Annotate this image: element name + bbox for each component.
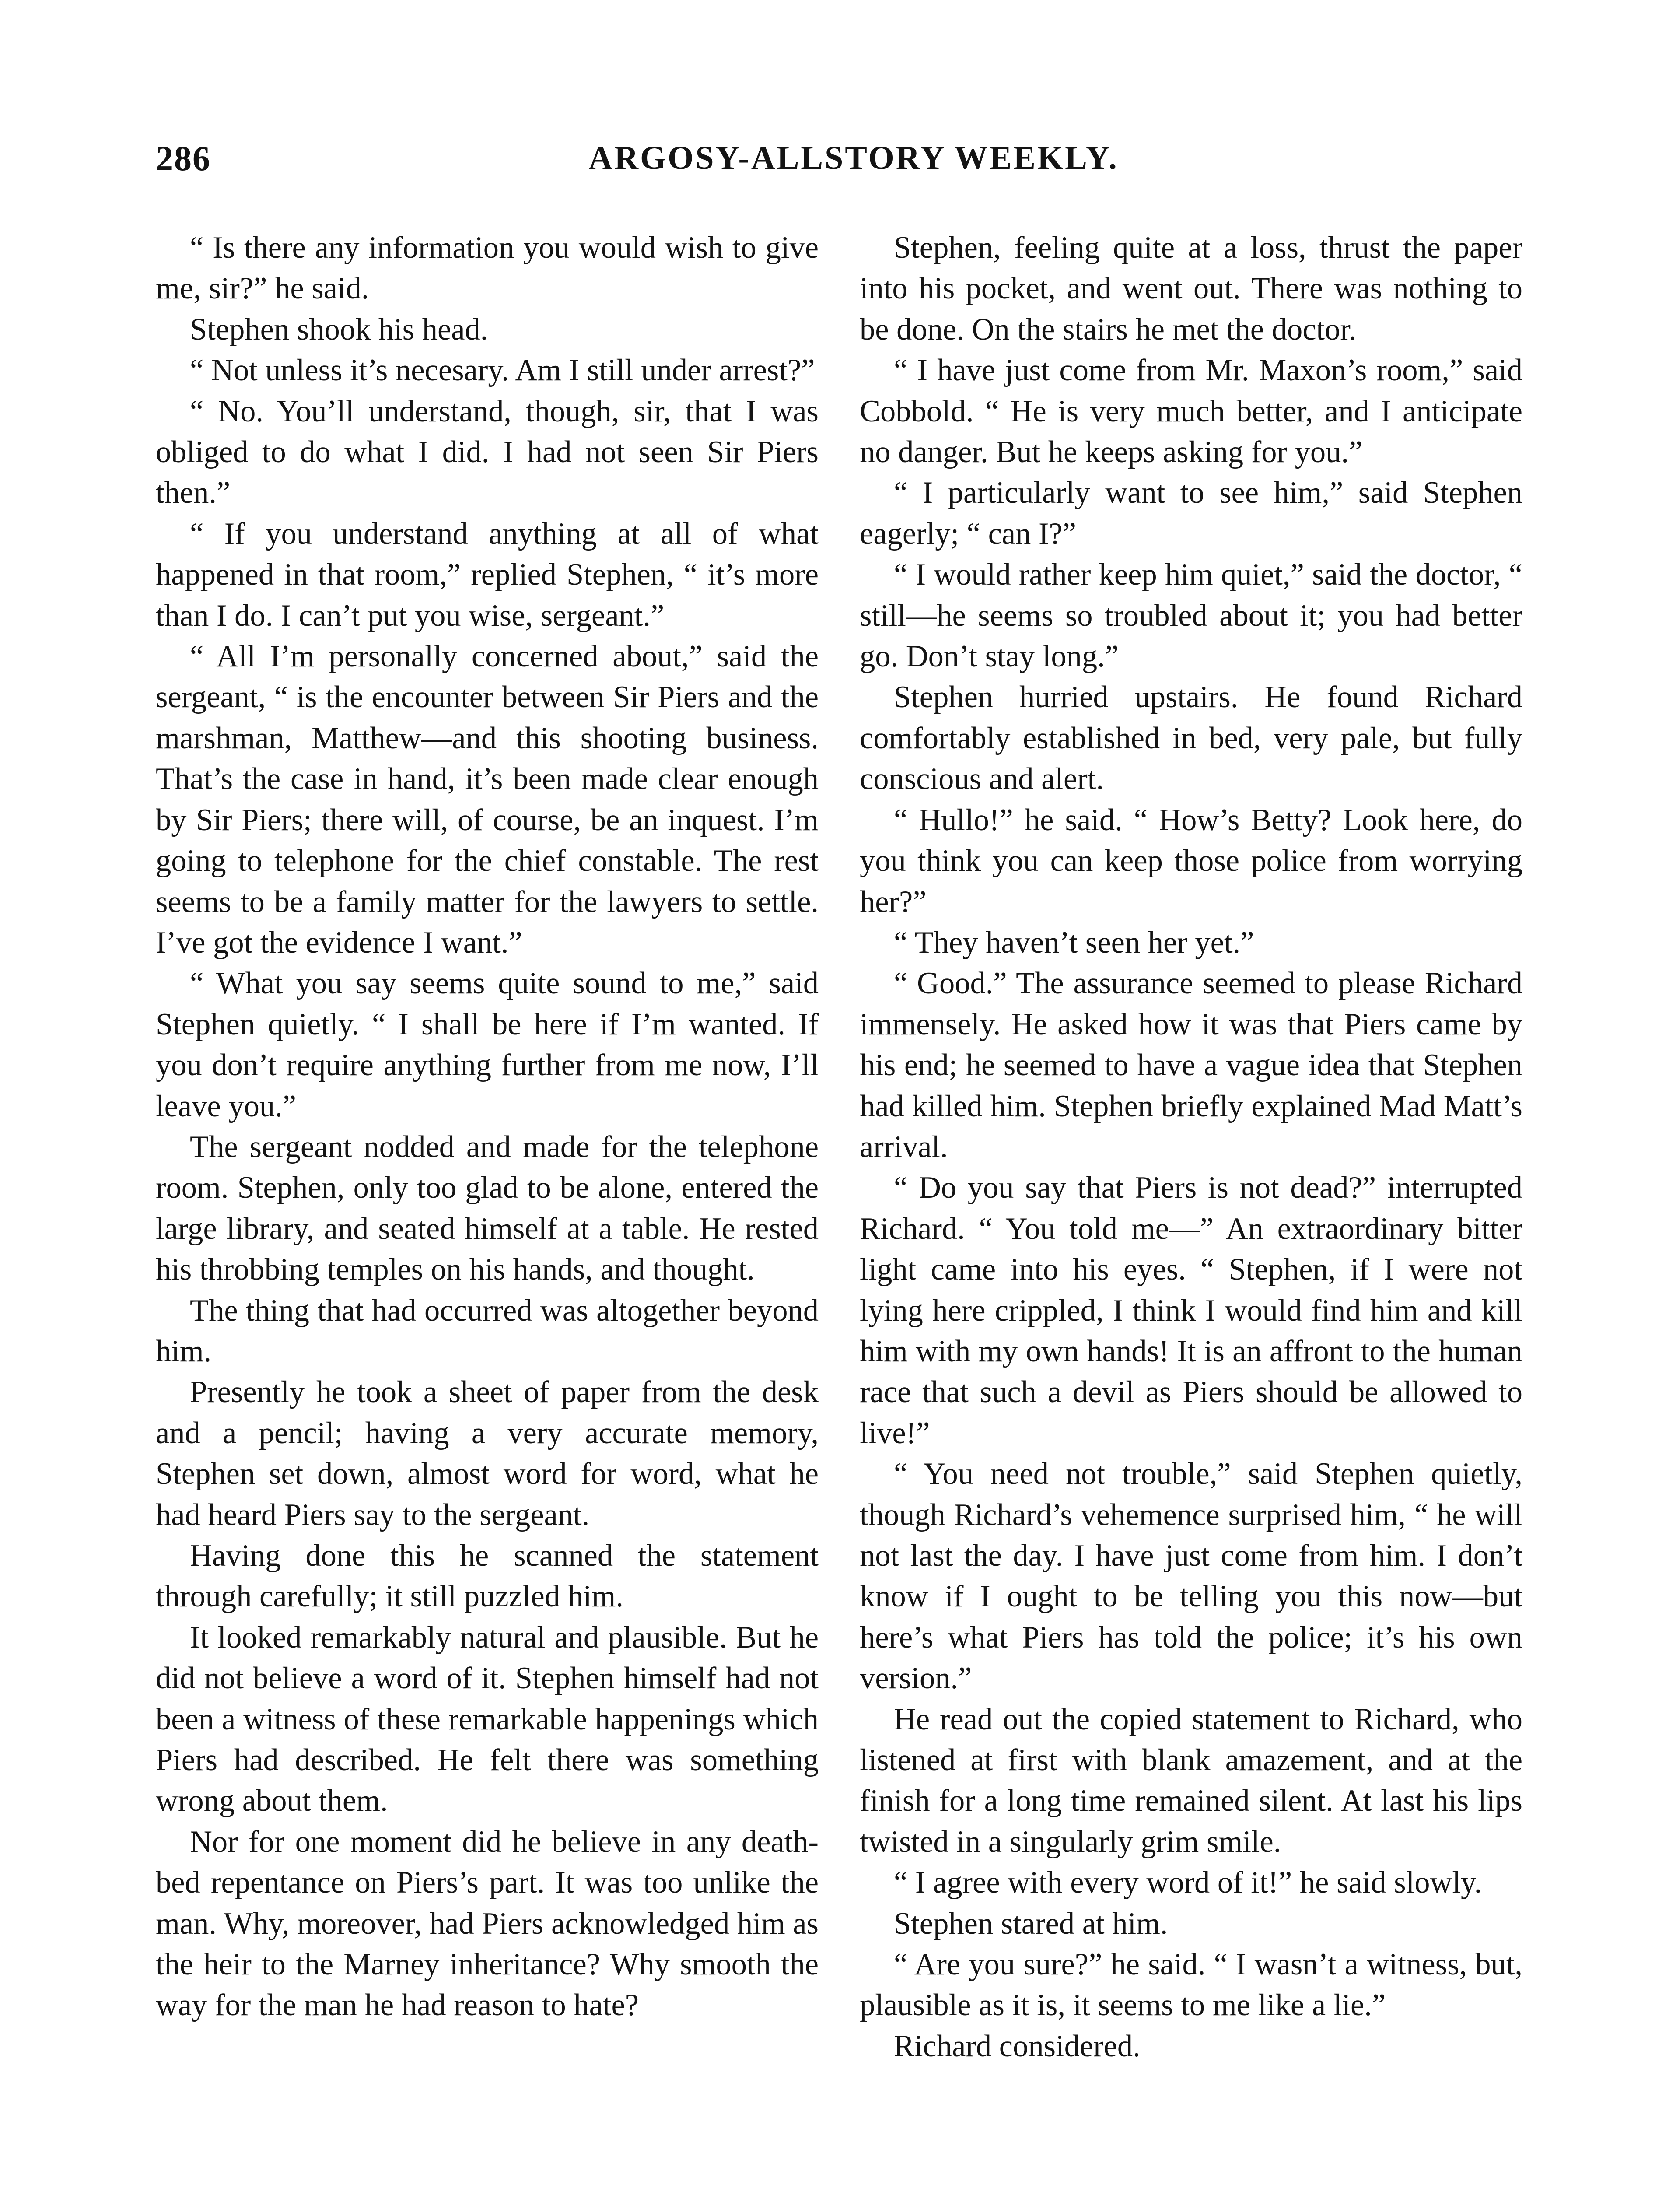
paragraph: It looked remarkably natural and plausible. But he did not believe a word of it. Stephen himself had not been a witness of these remarkable happenings which Piers had described. He felt there was something wrong about them. bbox=[156, 1620, 819, 1818]
paragraph: “ Hullo!” he said. “ How’s Betty? Look here, do you think you can keep those police from worrying her?” bbox=[860, 803, 1522, 919]
paragraph: “ Do you say that Piers is not dead?” interrupted Richard. “ You told me—” An extraordinary bitter light came into his eyes. “ Stephen, if I were not lying here crippled, I think I would find him and kill him with my own hands! It is an affront to the human race that such a devil as Piers should be allowed to live!” bbox=[860, 1171, 1522, 1450]
running-head: ARGOSY-ALLSTORY WEEKLY. bbox=[588, 140, 1119, 176]
paragraph: “ I would rather keep him quiet,” said the doctor, “ still—he seems so troubled about it; you had better go. Don’t stay long.” bbox=[860, 558, 1522, 674]
paragraph: “ I agree with every word of it!” he said slowly. bbox=[894, 1865, 1482, 1900]
paragraph: “ I particularly want to see him,” said Stephen eagerly; “ can I?” bbox=[860, 476, 1522, 551]
paragraph: “ All I’m personally concerned about,” said the sergeant, “ is the encounter between Sir Piers and the marshman, Matthew—and this shooting business. That’s the case in hand, it’s been made clear enough by Sir Piers; there will, of course, be an inquest. I’m going to telephone for the chief constable. The rest seems to be a family matter for the lawyers to settle. I’ve got the evidence I want.” bbox=[156, 639, 819, 960]
paragraph: Stephen shook his head. bbox=[190, 312, 488, 347]
paragraph: He read out the copied statement to Richard, who listened at first with blank amazement, and at the finish for a long time remained silent. At last his lips twisted in a singularly grim smile. bbox=[860, 1702, 1522, 1859]
paragraph: “ Good.” The assurance seemed to please Richard immensely. He asked how it was that Piers came by his end; he seemed to have a vague idea that Stephen had killed him. Stephen briefly explained Mad Matt’s arrival. bbox=[860, 966, 1522, 1164]
paragraph: Nor for one moment did he believe in any death-bed repentance on Piers’s part. It was too unlike the man. Why, moreover, had Piers acknowledged him as the heir to the Marney inheritance? Why smooth the way for the man he had reason to hate? bbox=[156, 1824, 819, 2023]
paragraph: “ Not unless it’s necesary. Am I still under arrest?” bbox=[190, 353, 815, 388]
paragraph: Richard considered. bbox=[894, 2029, 1141, 2063]
paragraph: Stephen, feeling quite at a loss, thrust the paper into his pocket, and went out. There was nothing to be done. On the stairs he met the doctor. bbox=[860, 231, 1522, 347]
paragraph: “ If you understand anything at all of what happened in that room,” replied Stephen, “ it’s more than I do. I can’t put you wise, sergeant.” bbox=[156, 516, 819, 633]
paragraph: Stephen stared at him. bbox=[894, 1906, 1168, 1941]
paragraph: Presently he took a sheet of paper from the desk and a pencil; having a very accurate memory, Stephen set down, almost word for word, what he had heard Piers say to the sergeant. bbox=[156, 1375, 819, 1532]
paragraph: “ I have just come from Mr. Maxon’s room,” said Cobbold. “ He is very much better, and I anticipate no danger. But he keeps asking for you.” bbox=[860, 353, 1522, 470]
paragraph: Having done this he scanned the statement through carefully; it still puzzled him. bbox=[156, 1539, 819, 1614]
paragraph: Stephen hurried upstairs. He found Richard comfortably established in bed, very pale, but fully conscious and alert. bbox=[860, 680, 1522, 796]
paragraph: “ They haven’t seen her yet.” bbox=[894, 925, 1254, 960]
paragraph: “ You need not trouble,” said Stephen quietly, though Richard’s vehemence surprised him, “ he will not last the day. I have just come from him. I don’t know if I ought to be telling you this now—but here’s what Piers has told the police; it’s his own version.” bbox=[860, 1457, 1522, 1696]
paragraph: “ No. You’ll understand, though, sir, that I was obliged to do what I did. I had not seen Sir Piers then.” bbox=[156, 394, 819, 510]
paragraph: The thing that had occurred was altogether beyond him. bbox=[156, 1293, 819, 1368]
left-column bbox=[156, 228, 819, 2026]
page-number: 286 bbox=[156, 140, 211, 178]
page-header bbox=[156, 139, 1551, 196]
paragraph: “ Are you sure?” he said. “ I wasn’t a witness, but, plausible as it is, it seems to me like a lie.” bbox=[860, 1947, 1522, 2023]
right-column bbox=[860, 228, 1522, 2067]
paragraph: “ What you say seems quite sound to me,” said Stephen quietly. “ I shall be here if I’m wanted. If you don’t require anything further from me now, I’ll leave you.” bbox=[156, 966, 819, 1123]
paragraph: “ Is there any information you would wish to give me, sir?” he said. bbox=[156, 231, 819, 306]
paragraph: The sergeant nodded and made for the telephone room. Stephen, only too glad to be alone, entered the large library, and seated himself at a table. He rested his throbbing temples on his hands, and thought. bbox=[156, 1129, 819, 1287]
